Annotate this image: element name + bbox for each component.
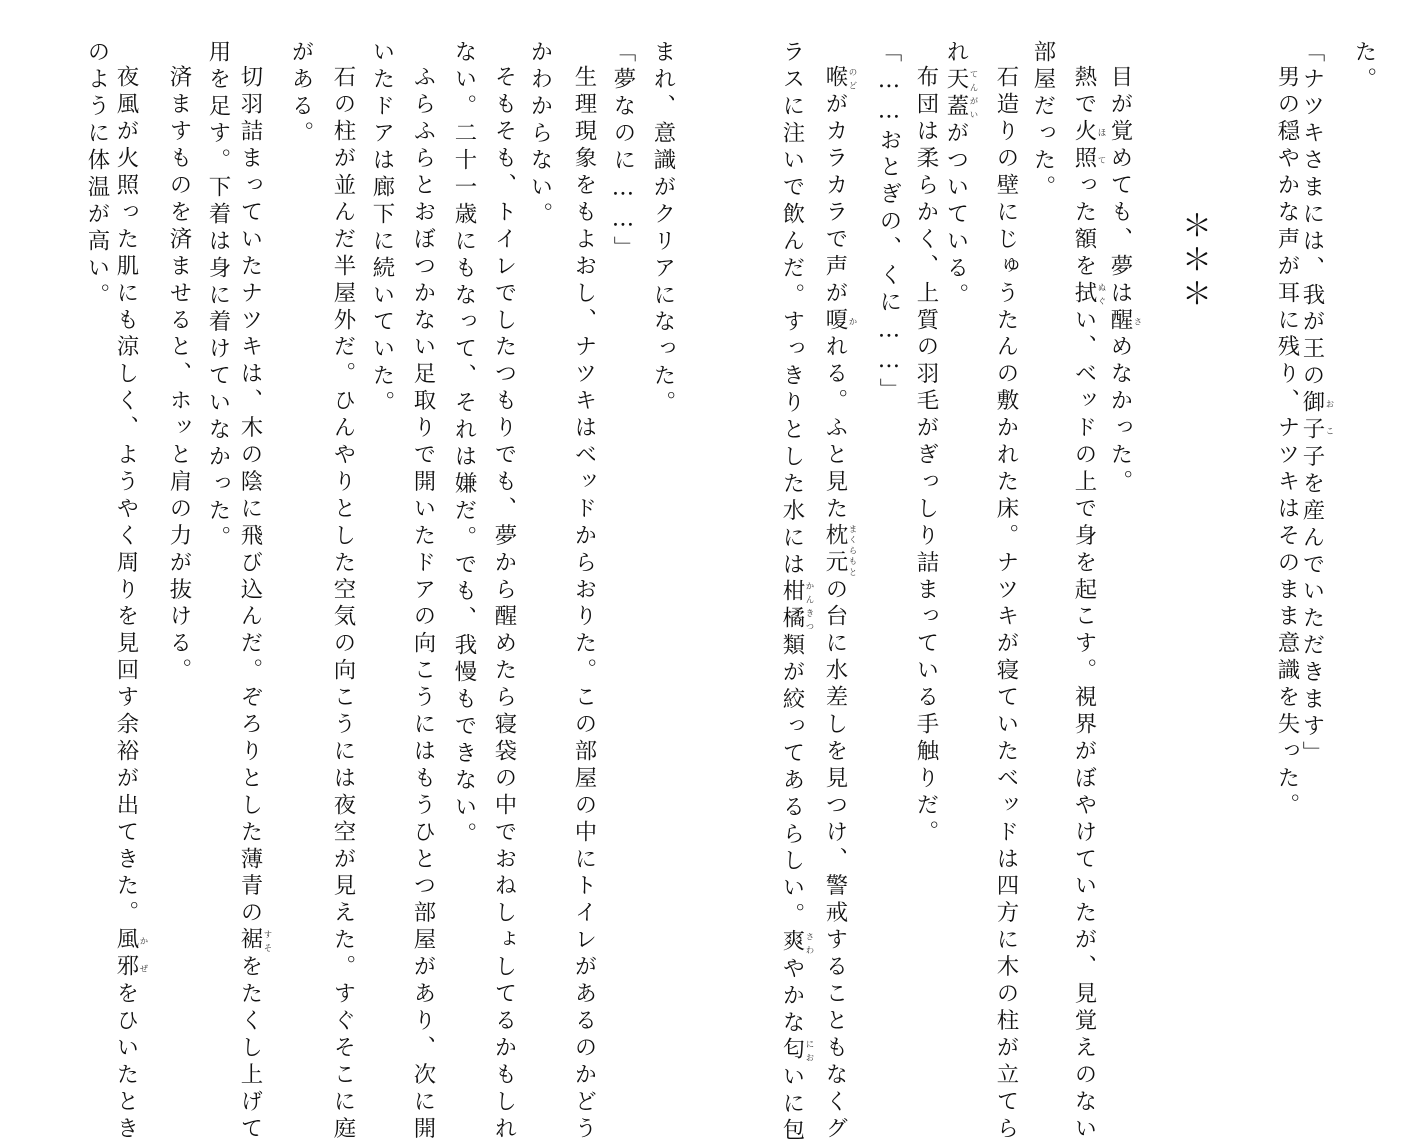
text-column: ふらふらとおぼつかない足取りで開いたドアの向こうにはもうひとつ部屋があり、次に開: [410, 65, 436, 1143]
ruby-word: 匂 にお: [779, 1037, 814, 1065]
text-column: 切羽詰まっていたナツキは、木の陰に飛び込んだ。ぞろりとした薄青の裾 すそをたくし上げて: [237, 65, 272, 1144]
text-column: そもそも、トイレでしたつもりでも、夢から醒めたら寝袋の中でおねしょしてるかもしれ: [491, 65, 517, 1143]
text-column: 用を足す。下着は身に着けていなかった。: [205, 40, 231, 553]
text-column: 夜風が火照った肌にも涼しく、ようやく周りを見回す余裕が出てきた。風邪 かぜをひいたとき: [113, 65, 148, 1144]
text-column: まれ、意識がクリアになった。: [650, 40, 676, 418]
text-column: 生理現象をもよおし、ナツキはベッドからおりた。この部屋の中にトイレがあるのかどう: [571, 65, 597, 1143]
scene-break: ＊＊＊: [1176, 210, 1211, 312]
text-column: れ天蓋 てんがいがついている。: [943, 40, 978, 310]
ruby-word: 拭 ぬぐ: [1071, 280, 1106, 308]
text-column: 熱で火照 ほてった額を拭 ぬぐい、ベッドの上で身を起こす。視界がぼやけていたが、見覚えのない: [1071, 65, 1106, 1144]
ruby-word: 喉 のど: [822, 65, 857, 92]
text-column: 石造りの壁にじゅうたんの敷かれた床。ナツキが寝ていたベッドは四方に木の柱が立てら: [993, 65, 1019, 1143]
ruby-word: 子 こ: [1299, 417, 1334, 445]
text-column: いたドアは廊下に続いていた。: [369, 40, 395, 418]
text-column: 部屋だった。: [1030, 40, 1056, 202]
text-column: 「夢なのに……」: [610, 40, 636, 263]
ruby-word: 火照 ほて: [1071, 118, 1106, 173]
ruby-word: 枕元 まくらもと: [822, 523, 857, 578]
text-column: ない。二十一歳にもなって、それは嫌だ。でも、我慢もできない。: [451, 40, 477, 849]
ruby-word: 嗄 か: [822, 307, 857, 335]
ruby-word: 御 お: [1299, 390, 1334, 418]
text-column: がある。: [288, 40, 314, 148]
ruby-word: 柑橘 かんきつ: [779, 579, 814, 633]
text-column: かわからない。: [527, 40, 553, 229]
ruby-word: 醒 さ: [1107, 307, 1142, 335]
text-column: 「……おとぎの、くに……」: [876, 40, 902, 405]
text-column: 男の穏やかな声が耳に残り、ナツキはそのまま意識を失った。: [1274, 65, 1300, 820]
text-column: た。: [1351, 40, 1377, 94]
text-column: 「ナツキさまには、我が王の御 お子 こ子を産んでいただきます」: [1299, 40, 1334, 768]
ruby-word: 風邪 かぜ: [113, 927, 148, 982]
text-column: 喉 のどがカラカラで声が嗄 かれる。ふと見た枕元 まくらもとの台に水差しを見つけ、警戒することもなくグ: [822, 65, 857, 1144]
text-column: 石の柱が並んだ半屋外だ。ひんやりとした空気の向こうには夜空が見えた。すぐそこに庭: [330, 65, 356, 1143]
text-column: 布団は柔らかく、上質の羽毛がぎっしり詰まっている手触りだ。: [913, 65, 939, 847]
text-column: ラスに注いで飲んだ。すっきりとした水には柑橘 かんきつ類が絞ってあるらしい。爽 さわやかな匂 においに包: [779, 40, 814, 1145]
text-column: 目が覚めても、夢は醒 さめなかった。: [1107, 65, 1142, 497]
ruby-word: 裾 すそ: [237, 927, 272, 955]
text-column: のように体温が高い。: [84, 40, 110, 310]
ruby-word: 爽 さわ: [779, 929, 814, 957]
text-column: 済ますものを済ませると、ホッと肩の力が抜ける。: [166, 65, 192, 685]
ruby-word: 天蓋 てんがい: [943, 66, 978, 121]
